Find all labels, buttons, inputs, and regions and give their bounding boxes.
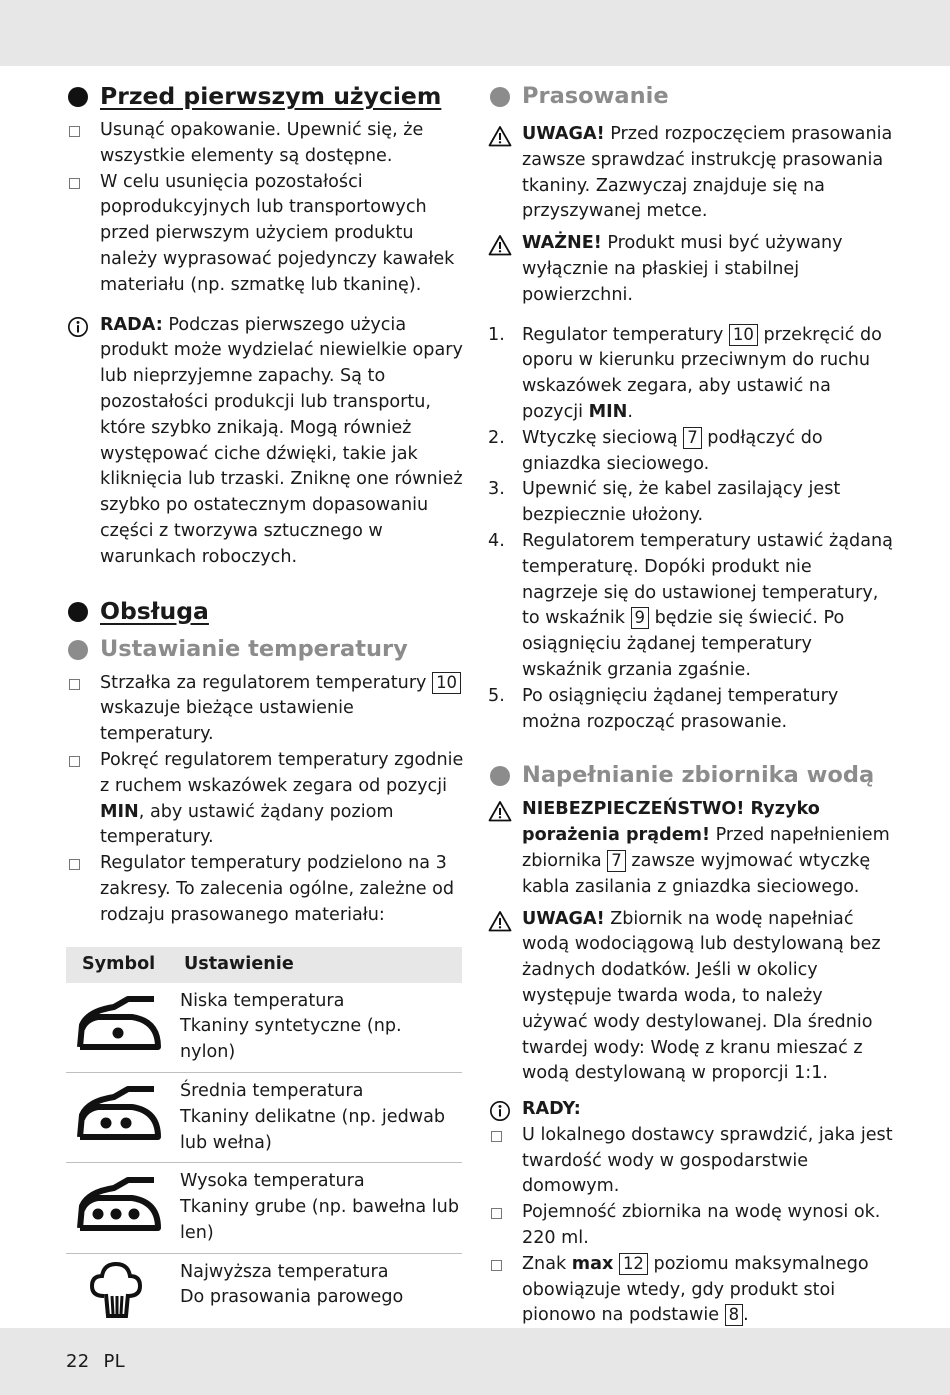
list-item: Znak max 12 poziomu maksymalnego obowiązuje wtedy, gdy produkt stoi pionowo na podstawie 8 . [488,1252,893,1329]
list-item: Usunąć opakowanie. Upewnić się, że wszystkie elementy są dostępne. [66,118,466,170]
warning-uwaga: UWAGA! Zbiornik na wodę napełniać wodą wodociągową lub destylowaną bez żadnych dodatków. Jeśli w okolicy występuje twarda woda, to należy używać wody destylowanej. Dla średnio twardej wody: Wodę z kranu mieszać z wodą destylowaną w proporcji 1:1. [488,907,893,1088]
checkbox-bullet-icon [69,126,80,137]
ref-box: 7 [607,850,626,872]
list-item: Pokręć regulatorem temperatury zgodnie z ruchem wskazówek zegara od pozycji MIN, aby ustawić żądany poziom temperatury. [66,748,466,851]
checkbox-bullet-icon [69,679,80,690]
iron-one-dot-icon [74,995,162,1051]
iron-three-dots-icon [74,1176,162,1232]
tip-rada: RADA: Podczas pierwszego użycia produkt może wydzielać niewielkie opary lub nieprzyjemne zapachy. Są to pozostałości produkcji lub transportu, które szybko znikają. Mogą również występować ciche dźwięki, takie jak kliknięcia lub trzaski. Zniknę one również szybko po ostatecznym dopasowaniu części z tworzywa sztucznego w warunkach roboczych. [66,313,466,571]
list-item: Strzałka za regulatorem temperatury 10 wskazuje bieżące ustawienie temperatury. [66,671,466,748]
step-item: 4. Regulatorem temperatury ustawić żądaną temperaturę. Dopóki produkt nie nagrzeje się do ustawionej temperatury, to wskaźnik 9 będzie się świecić. Po osiągnięciu żądanej temperatury wskaźnik grzania zgaśnie. [488,530,893,680]
heading-first-use: Przed pierwszym użyciem [66,80,466,112]
list-item: Pojemność zbiornika na wodę wynosi ok. 220 ml. [488,1200,893,1252]
ref-box: 10 [432,672,461,694]
step-item: 5. Po osiągnięciu żądanej temperatury można rozpocząć prasowanie. [488,685,839,732]
checkbox-bullet-icon [491,1131,502,1142]
ref-box: 12 [619,1253,648,1275]
top-band [0,0,950,66]
info-icon [488,1100,512,1122]
step-item: 2. Wtyczkę sieciową 7 podłączyć do gniazdka sieciowego. [488,427,823,474]
language-code: PL [103,1351,125,1372]
heading-fill-water: Napełnianie zbiornika wodą [488,759,893,791]
ref-box: 10 [729,324,758,346]
list-item: W celu usunięcia pozostałości poprodukcyjnych lub transportowych przed pierwszym użyciem produktu należy wyprasować pojedynczy kawałek materiału (np. szmatkę lub tkaninę). [66,170,466,299]
left-column [66,80,466,1334]
step-item: 1. Regulator temperatury 10 przekręcić do oporu w kierunku przeciwnym do ruchu wskazówek zegara, aby ustawić na pozycji MIN. [488,324,882,422]
iron-two-dots-icon [74,1085,162,1141]
warning-triangle-icon [488,234,512,256]
warning-triangle-icon [488,800,512,822]
page-number: 22 [66,1351,90,1372]
checkbox-bullet-icon [491,1208,502,1219]
page-footer [66,1349,139,1375]
right-column [488,80,893,1329]
warning-wazne: WAŻNE! Produkt musi być używany wyłącznie na płaskiej i stabilnej powierzchni. [488,231,893,308]
warning-uwaga: UWAGA! Przed rozpoczęciem prasowania zawsze sprawdzać instrukcję prasowania tkaniny. Zazwyczaj znajduje się na przyszywanej metce. [488,122,893,225]
col-setting: Ustawienie [180,947,462,983]
list-item: Regulator temperatury podzielono na 3 zakresy. To zalecenia ogólne, zależne od rodzaju prasowanego materiału: [66,851,466,928]
col-symbol: Symbol [66,947,180,983]
info-icon [66,316,90,338]
warning-danger: NIEBEZPIECZEŃSTWO! Ryzyko porażenia prądem! Przed napełnieniem zbiornika 7 zawsze wyjmować wtyczkę kabla zasilania z gniazdka sieciowego. [488,797,893,900]
heading-ironing: Prasowanie [488,80,893,112]
ref-box: 9 [631,607,650,629]
symbol-table [66,947,462,1335]
bottom-band [0,1328,950,1395]
heading-obsluga: Obsługa [66,595,466,627]
tips-rady: RADY: [488,1097,893,1123]
ref-box: 7 [683,427,702,449]
table-row: Wysoka temperatura Tkaniny grube (np. bawełna lub len) [66,1163,462,1253]
list-item: U lokalnego dostawcy sprawdzić, jaka jest twardość wody w gospodarstwie domowym. [488,1123,893,1200]
table-row: Średnia temperatura Tkaniny delikatne (np. jedwab lub wełna) [66,1072,462,1162]
step-item: 3. Upewnić się, że kabel zasilający jest bezpiecznie ułożony. [488,479,841,526]
steam-icon [74,1260,162,1320]
checkbox-bullet-icon [69,756,80,767]
checkbox-bullet-icon [69,859,80,870]
table-row: Niska temperatura Tkaniny syntetyczne (np. nylon) [66,983,462,1073]
warning-triangle-icon [488,125,512,147]
warning-triangle-icon [488,910,512,932]
ref-box: 8 [725,1304,744,1326]
heading-temperature: Ustawianie temperatury [66,633,466,665]
checkbox-bullet-icon [69,178,80,189]
checkbox-bullet-icon [491,1260,502,1271]
table-row: Najwyższa temperatura Do prasowania parowego [66,1253,462,1334]
table-header [66,947,462,983]
